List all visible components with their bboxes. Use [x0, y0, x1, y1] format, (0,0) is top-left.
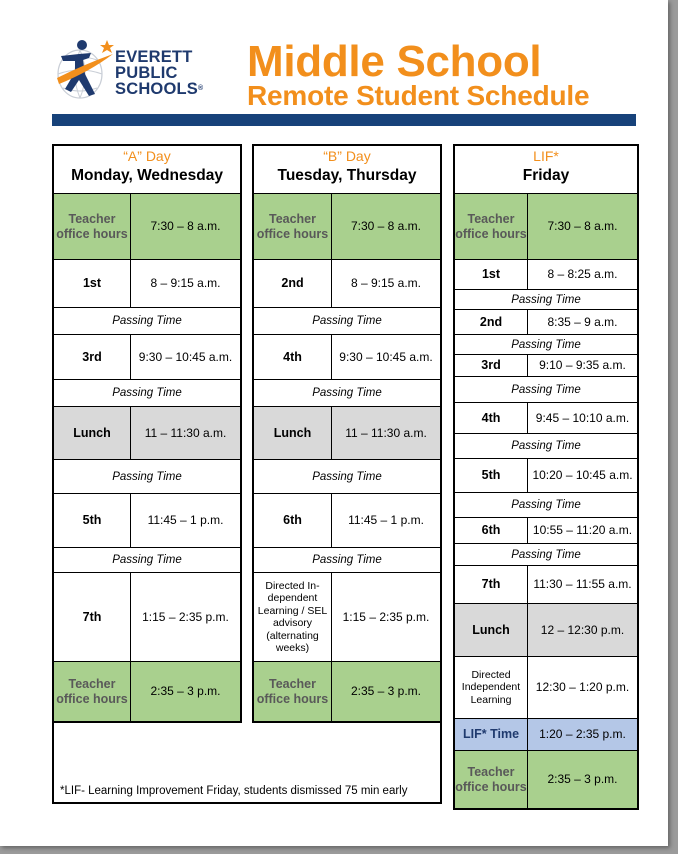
period-row: [455, 566, 637, 604]
day-type-label: “A” Day: [123, 148, 171, 164]
period-label: 3rd: [455, 355, 528, 376]
day-type-label: “B” Day: [323, 148, 371, 164]
period-row: [254, 494, 440, 548]
period-row: [54, 573, 240, 662]
header-divider-bar: [52, 114, 636, 126]
period-time: 7:30 – 8 a.m.: [350, 219, 422, 233]
period-label: 1st: [54, 260, 131, 307]
period-time: 10:20 – 10:45 a.m.: [532, 468, 633, 482]
period-time: 11:45 – 1 p.m.: [147, 513, 224, 527]
period-row: [254, 573, 440, 662]
period-row: [455, 260, 637, 290]
period-time: 9:10 – 9:35 a.m.: [539, 358, 626, 372]
period-label: 4th: [254, 335, 332, 379]
period-label: Directed In- dependent Learning / SEL advisory (alternating weeks): [254, 573, 332, 661]
period-row: [455, 355, 637, 377]
passing-time-row: Passing Time: [455, 377, 637, 403]
registered-mark: ®: [198, 85, 204, 92]
passing-time-row: Passing Time: [254, 308, 440, 335]
period-time: 1:15 – 2:35 p.m.: [342, 609, 430, 624]
period-label: Teacher office hours: [254, 662, 332, 721]
period-label: 6th: [254, 494, 332, 547]
period-time: 11 – 11:30 a.m.: [144, 425, 227, 440]
passing-time-row: Passing Time: [54, 380, 240, 407]
footnote-text: *LIF- Learning Improvement Friday, students dismissed 75 min early: [60, 785, 408, 797]
passing-time-row: Passing Time: [254, 460, 440, 494]
period-row: [455, 657, 637, 719]
period-time: 12 – 12:30 p.m.: [540, 622, 625, 637]
period-time: 9:45 – 10:10 a.m.: [535, 410, 630, 425]
district-logo: [55, 36, 235, 108]
schedule-column-a-day: [52, 144, 242, 723]
period-label: Lunch: [455, 604, 528, 656]
period-label: LIF* Time: [455, 719, 528, 750]
period-label: 5th: [455, 459, 528, 492]
period-row: [455, 403, 637, 434]
passing-time-row: Passing Time: [54, 308, 240, 335]
period-row: [54, 260, 240, 308]
period-time: 9:30 – 10:45 a.m.: [339, 349, 433, 364]
logo-line-3: SCHOOLS: [115, 80, 198, 98]
schedule-column-lif-friday: [453, 144, 639, 810]
passing-time-row: Passing Time: [455, 290, 637, 310]
period-label: 7th: [54, 573, 131, 661]
period-row: [254, 194, 440, 260]
period-row: [54, 407, 240, 460]
period-row: [455, 194, 637, 260]
period-time: 11 – 11:30 a.m.: [345, 425, 427, 440]
period-label: 1st: [455, 260, 528, 289]
period-row: [455, 518, 637, 544]
period-time: 12:30 – 1:20 p.m.: [535, 680, 630, 694]
runner-globe-icon: [55, 36, 117, 108]
column-header: [455, 146, 637, 194]
period-row: [254, 260, 440, 308]
period-row: [254, 662, 440, 721]
period-label: Teacher office hours: [254, 194, 332, 259]
period-label: 5th: [54, 494, 131, 547]
passing-time-row: Passing Time: [455, 434, 637, 459]
period-time: 2:35 – 3 p.m.: [150, 684, 221, 698]
period-time: 8 – 9:15 a.m.: [350, 276, 422, 290]
logo-line-1: EVERETT: [115, 48, 193, 66]
period-time: 9:30 – 10:45 a.m.: [138, 349, 233, 364]
period-time: 11:30 – 11:55 a.m.: [533, 577, 632, 591]
passing-time-row: Passing Time: [455, 493, 637, 518]
period-label: 2nd: [455, 310, 528, 334]
period-row: [455, 719, 637, 751]
day-type-label: LIF*: [533, 148, 559, 164]
period-label: 6th: [455, 518, 528, 543]
period-time: 8 – 8:25 a.m.: [547, 267, 618, 281]
column-header: [254, 146, 440, 194]
weekdays-label: Monday, Wednesday: [71, 167, 223, 184]
period-label: 4th: [455, 403, 528, 433]
period-row: [54, 662, 240, 721]
passing-time-row: Passing Time: [54, 548, 240, 573]
period-row: [455, 751, 637, 808]
passing-time-row: Passing Time: [455, 335, 637, 355]
period-time: 10:55 – 11:20 a.m.: [532, 523, 633, 537]
passing-time-row: Passing Time: [54, 460, 240, 494]
period-row: [254, 335, 440, 380]
period-row: [455, 310, 637, 335]
footnote-box: [52, 716, 442, 804]
period-row: [455, 604, 637, 657]
period-time: 8 – 9:15 a.m.: [150, 276, 221, 290]
period-label: Lunch: [54, 407, 131, 459]
period-row: [54, 194, 240, 260]
period-label: Lunch: [254, 407, 332, 459]
period-label: 2nd: [254, 260, 332, 307]
schedule-column-b-day: [252, 144, 442, 723]
period-row: [254, 407, 440, 460]
period-time: 7:30 – 8 a.m.: [150, 219, 221, 233]
period-row: [54, 335, 240, 380]
period-label: 7th: [455, 566, 528, 603]
period-row: [54, 494, 240, 548]
title-middle-school: Middle School: [247, 37, 542, 86]
period-label: Teacher office hours: [455, 751, 528, 808]
period-label: Directed Independent Learning: [455, 657, 528, 718]
period-time: 7:30 – 8 a.m.: [547, 219, 618, 233]
period-time: 2:35 – 3 p.m.: [350, 684, 422, 698]
weekdays-label: Friday: [522, 167, 570, 184]
period-label: Teacher office hours: [54, 662, 131, 721]
passing-time-row: Passing Time: [455, 544, 637, 566]
period-time: 1:20 – 2:35 p.m.: [539, 727, 626, 741]
period-label: Teacher office hours: [54, 194, 131, 259]
period-time: 1:15 – 2:35 p.m.: [142, 609, 229, 624]
period-label: Teacher office hours: [455, 194, 528, 259]
period-time: 8:35 – 9 a.m.: [547, 314, 618, 329]
logo-line-2: PUBLIC: [115, 64, 178, 82]
passing-time-row: Passing Time: [254, 380, 440, 407]
title-remote-schedule: Remote Student Schedule: [247, 80, 590, 111]
period-time: 11:45 – 1 p.m.: [348, 513, 424, 527]
weekdays-label: Tuesday, Thursday: [277, 167, 417, 184]
period-row: [455, 459, 637, 493]
passing-time-row: Passing Time: [254, 548, 440, 573]
period-label: 3rd: [54, 335, 131, 379]
period-time: 2:35 – 3 p.m.: [547, 772, 618, 786]
column-header: [54, 146, 240, 194]
